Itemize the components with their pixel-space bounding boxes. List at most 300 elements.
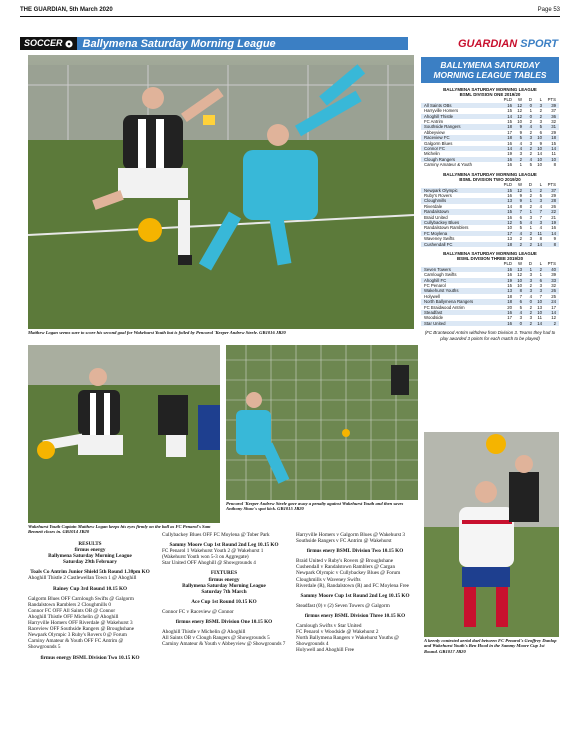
- table-cell: 18: [507, 293, 512, 299]
- league-table: [421, 87, 559, 168]
- table-cell: 8: [553, 241, 556, 247]
- table-header-cell: PLD: [503, 97, 512, 103]
- team-name: Braid United: [424, 214, 448, 220]
- table-cell: 2: [539, 108, 542, 114]
- team-name: Woodside: [424, 315, 444, 321]
- table-cell: 7: [539, 214, 542, 220]
- team-name: Ahoghill FC: [424, 277, 447, 283]
- table-cell: 1: [529, 225, 532, 231]
- table-cell: 14: [507, 146, 512, 152]
- table-header-cell: D: [528, 182, 532, 188]
- table-body: [421, 103, 559, 168]
- table-cell: 4: [519, 140, 522, 146]
- table-cell: 3: [519, 315, 522, 321]
- table-cell: 39: [551, 102, 556, 108]
- table-cell: 15: [507, 209, 512, 215]
- table-cell: 16: [507, 266, 512, 272]
- league-table: [421, 172, 559, 247]
- section-heading: Sammy Moore Cup 1st Round 2nd Leg 10.15 KO: [300, 592, 410, 599]
- table-cell: 1: [529, 266, 532, 272]
- fixture-line: Holywell and Ahoghill Free: [296, 647, 355, 654]
- table-cell: 18: [551, 135, 556, 141]
- fixture-line: Riverdale (R), Randalstown (R) and FC Moylena Free: [296, 582, 409, 589]
- caption-photo-1: Matthew Logan seems sure to score his second goal for Wakehurst Youth but is foiled by Pencarol 'Keeper Andrew Steele. GB1016 JB20: [28, 330, 286, 335]
- table-cell: 4: [529, 219, 532, 225]
- fixture-line: Carnlough Swifts v Star United: [296, 623, 362, 630]
- table-cell: 1: [529, 198, 532, 204]
- section-heading: Toals Co Antrim Junior Shield 5th Round 1.30pm KO: [30, 569, 150, 576]
- table-cell: 16: [507, 140, 512, 146]
- table-cell: 14: [551, 230, 556, 236]
- table-cell: 10: [507, 225, 512, 231]
- table-cell: 2: [539, 113, 542, 119]
- table-cell: 14: [537, 151, 542, 157]
- table-cell: 3: [529, 288, 532, 294]
- football-icon: [65, 40, 73, 48]
- table-cell: 3: [539, 198, 542, 204]
- table-header-cell: D: [528, 97, 532, 103]
- section-heading: Ballymena Saturday Morning League: [182, 582, 266, 589]
- fixture-line: Newpark Olympic v Cullybackey Blues @ Forum: [296, 570, 401, 577]
- table-cell: 9: [519, 192, 522, 198]
- table-cell: 2: [529, 119, 532, 125]
- league-table-title: BSML DIVISION TWO 2019/20: [459, 176, 521, 182]
- fixture-line: Star United OFF Ahoghill @ Showgrounds 4: [162, 560, 256, 567]
- table-cell: 16: [507, 192, 512, 198]
- table-cell: 15: [507, 187, 512, 193]
- table-cell: 4: [539, 203, 542, 209]
- table-cell: 4: [519, 310, 522, 316]
- table-cell: 5: [539, 192, 542, 198]
- table-cell: 4: [529, 156, 532, 162]
- section-heading: firmus enery BSML Division Three 10.15 KO: [304, 612, 406, 619]
- table-cell: 14: [537, 320, 542, 326]
- fixture-line: Ahoghill Thistle v Michelin @ Ahoghill: [162, 629, 246, 636]
- table-cell: 2: [529, 203, 532, 209]
- league-table-title: BSML DIVISION ONE 2019/20: [459, 92, 521, 98]
- table-row: [421, 242, 559, 247]
- table-header-cell: PLD: [503, 261, 512, 267]
- table-cell: 6: [519, 214, 522, 220]
- section-banner: [20, 37, 408, 50]
- team-name: Riverdale: [424, 203, 443, 209]
- table-cell: 4: [529, 124, 532, 130]
- team-name: Carniny Amateur & Youth: [424, 162, 473, 168]
- table-cell: 20: [507, 304, 512, 310]
- table-cell: 7: [539, 209, 542, 215]
- fixture-line: Newpark Olympic 3 Ruby's Rovers 0 @ Forum: [28, 632, 127, 639]
- table-cell: 12: [517, 108, 522, 114]
- table-cell: 4: [519, 146, 522, 152]
- table-cell: 29: [551, 129, 556, 135]
- table-cell: 15: [507, 283, 512, 288]
- fixtures-continued-column: [296, 532, 414, 730]
- fixture-line: Carniny Amateur & Youth OFF FC Antrim @ Showgrounds 5: [28, 638, 124, 651]
- table-cell: 21: [551, 214, 556, 220]
- league-table: [421, 251, 559, 326]
- table-cell: 14: [507, 113, 512, 119]
- team-name: North Ballymena Rangers: [424, 299, 474, 305]
- table-cell: 7: [519, 209, 522, 215]
- table-cell: 2: [529, 146, 532, 152]
- photo-penalty-save: [226, 345, 418, 500]
- table-cell: 5: [519, 225, 522, 231]
- table-cell: 14: [551, 310, 556, 316]
- table-cell: 32: [551, 283, 556, 288]
- table-cell: 17: [507, 129, 512, 135]
- table-cell: 4: [529, 293, 532, 299]
- team-name: Connor FC: [424, 146, 446, 152]
- caption-photo-3: Pencarol 'Keeper Andrew Steele gave away a penalty against Wakehurst Youth and then saves Anthony Shaw's spot kick. GB1015 JB20: [226, 501, 404, 512]
- table-cell: 0: [529, 102, 532, 108]
- fixture-line: Cullybackey Blues OFF FC Moylena @ Tober Park: [162, 532, 270, 538]
- tables-heading: BALLYMENA SATURDAY MORNING LEAGUE TABLES: [421, 57, 559, 83]
- team-name: Wakehurst Youths: [424, 288, 459, 294]
- section-heading: Ace Cup 1st Round 10.15 KO: [191, 598, 257, 605]
- table-cell: 5: [519, 304, 522, 310]
- team-name: Star United: [424, 320, 446, 326]
- fixture-line: Cushendall v Randalstown Ramblers @ Cargan: [296, 564, 396, 571]
- team-name: Seven Towers: [424, 266, 451, 272]
- table-cell: 17: [507, 230, 512, 236]
- table-cell: 4: [519, 230, 522, 236]
- section-heading: firmus enery BSML Division One 10.15 KO: [175, 619, 273, 626]
- table-cell: 3: [529, 135, 532, 141]
- table-cell: 1: [529, 209, 532, 215]
- team-name: Abbeyview: [424, 129, 445, 135]
- table-cell: 3: [539, 283, 542, 288]
- league-table-title: BALLYMENA SATURDAY MORNING LEAGUE: [443, 87, 537, 92]
- table-header-cell: PTS: [547, 97, 556, 103]
- fixture-line: Steadfast (0) v (2) Seven Towers @ Galgorm: [296, 602, 390, 609]
- team-name: Clough Rangers: [424, 156, 456, 162]
- table-cell: 12: [507, 219, 512, 225]
- photo-goalkeeper-save: [28, 55, 414, 329]
- table-cell: 10: [517, 283, 522, 288]
- table-cell: 13: [517, 266, 522, 272]
- section-heading: Sammy Moore Cup 1st Round 2nd Leg 10.15 KO: [169, 542, 279, 549]
- table-cell: 14: [537, 241, 542, 247]
- photo-wakehurst-captain: [28, 345, 220, 523]
- table-cell: 10: [537, 146, 542, 152]
- table-cell: 16: [507, 156, 512, 162]
- team-name: Holywell: [424, 293, 440, 299]
- league-table-title: BALLYMENA SATURDAY MORNING LEAGUE: [443, 250, 537, 256]
- team-name: FC Braidwood Antrim: [424, 304, 465, 310]
- table-header-cell: D: [528, 261, 532, 267]
- table-cell: 19: [507, 277, 512, 283]
- team-name: Raceview FC: [424, 135, 450, 141]
- table-cell: 39: [551, 272, 556, 278]
- table-cell: 17: [551, 304, 556, 310]
- fixture-line: Randalstown Ramblers 2 Cloughmills 0: [28, 601, 111, 608]
- brand-sport: SPORT: [520, 38, 558, 50]
- page-header: [20, 5, 560, 15]
- table-cell: 31: [551, 124, 556, 130]
- table-cell: 18: [507, 135, 512, 141]
- team-name: FC Moylena: [424, 230, 448, 236]
- table-cell: 9: [519, 124, 522, 130]
- table-header-cell: L: [539, 97, 542, 103]
- league-table-title: BSML DIVISION THREE 2019/20: [456, 256, 524, 262]
- page-number: Page 53: [537, 7, 560, 13]
- table-cell: 16: [507, 320, 512, 326]
- table-cell: 15: [507, 119, 512, 125]
- table-cell: 24: [551, 299, 556, 305]
- header-rule: [20, 16, 560, 17]
- table-cell: 37: [551, 108, 556, 114]
- table-cell: 3: [539, 119, 542, 125]
- table-cell: 14: [551, 146, 556, 152]
- section-heading: Saturday 7th March: [201, 588, 247, 595]
- table-cell: 2: [529, 283, 532, 288]
- team-name: Waveney Swifts: [424, 236, 455, 242]
- table-cell: 2: [519, 156, 522, 162]
- table-cell: 2: [529, 192, 532, 198]
- table-cell: 40: [551, 266, 556, 272]
- table-cell: 10: [537, 135, 542, 141]
- section-heading: firmus energy: [74, 547, 106, 554]
- table-cell: 18: [507, 124, 512, 130]
- soccer-tag: [20, 37, 77, 50]
- table-cell: 9: [553, 236, 556, 242]
- team-name: Michelin: [424, 151, 440, 157]
- table-cell: 11: [551, 151, 556, 157]
- tables-note: (FC Brantwood Antrim withdrew from Division 3. Teams they had to play awarded 3 points for each match to be played): [424, 330, 556, 341]
- table-cell: 1: [529, 108, 532, 114]
- team-name: Galgorm Blues: [424, 140, 453, 146]
- soccer-label: SOCCER: [24, 38, 63, 48]
- table-cell: 2: [529, 320, 532, 326]
- table-cell: 6: [539, 129, 542, 135]
- table-cell: 37: [551, 187, 556, 193]
- table-cell: 17: [507, 315, 512, 321]
- table-cell: 36: [551, 113, 556, 119]
- table-cell: 12: [517, 187, 522, 193]
- fixture-line: Raceview OFF Southside Rangers @ Broughshane: [28, 626, 135, 633]
- table-cell: 3: [529, 236, 532, 242]
- table-cell: 5: [519, 219, 522, 225]
- paper-date: THE GUARDIAN, 5th March 2020: [20, 7, 113, 13]
- table-cell: 3: [539, 219, 542, 225]
- fixture-line: Ahoghill Thistle OFF Michelin @ Ahoghill: [28, 613, 119, 620]
- table-cell: 2: [529, 129, 532, 135]
- table-cell: 3: [529, 315, 532, 321]
- table-cell: 10: [517, 277, 522, 283]
- table-cell: 6: [519, 299, 522, 305]
- team-name: Southside Rangers: [424, 124, 461, 130]
- banner-title: Ballymena Saturday Morning League: [82, 37, 276, 50]
- fixture-line: (Wakehurst Youth won 5-3 on Aggregate): [162, 554, 249, 561]
- table-cell: 10: [537, 310, 542, 316]
- fixture-line: FC Penarol v Woodside @ Wakehurst 2: [296, 629, 379, 636]
- table-cell: 32: [551, 119, 556, 125]
- league-table-title: BALLYMENA SATURDAY MORNING LEAGUE: [443, 171, 537, 177]
- fixture-line: North Ballymena Rangers v Wakehurst Youths @ Showgrounds 4: [296, 635, 399, 648]
- table-cell: 16: [507, 102, 512, 108]
- fixture-line: Harryville Homers v Galgorm Blues @ Wakehurst 3: [296, 532, 405, 538]
- table-cell: 1: [539, 272, 542, 278]
- table-cell: 0: [519, 320, 522, 326]
- brand-guardian: GUARDIAN: [457, 38, 518, 50]
- table-cell: 29: [551, 192, 556, 198]
- table-header-cell: PTS: [547, 261, 556, 267]
- section-heading: Rainey Cup 3rd Round 10.15 KO: [52, 585, 128, 592]
- fixture-line: Galgorm Blues OFF Carnlough Swifts @ Galgorm: [28, 595, 134, 602]
- table-cell: 2: [529, 151, 532, 157]
- team-name: Randalstown: [424, 209, 449, 215]
- table-header-cell: W: [517, 182, 522, 188]
- table-cell: 13: [507, 288, 512, 294]
- team-name: Steadfast: [424, 310, 443, 316]
- table-cell: 3: [539, 102, 542, 108]
- table-cell: 10: [537, 299, 542, 305]
- team-name: Cullybackey Blues: [424, 219, 460, 225]
- table-cell: 2: [519, 241, 522, 247]
- fixture-line: Braid United v Ruby's Rovers @ Broughshane: [296, 558, 394, 565]
- fixture-line: Southside Rangers v FC Antrim @ Wakehurst: [296, 538, 392, 545]
- fixtures-column: [162, 532, 286, 730]
- table-cell: 9: [519, 198, 522, 204]
- results-column: [28, 541, 152, 731]
- fixture-line: Cloughmills v Waveney Swifts: [296, 576, 361, 583]
- table-cell: 19: [507, 151, 512, 157]
- section-heading: RESULTS: [78, 541, 102, 547]
- table-row: [421, 162, 559, 167]
- table-cell: 12: [551, 315, 556, 321]
- table-header-cell: PTS: [547, 182, 556, 188]
- caption-photo-2: Wakehurst Youth Captain Matthew Logan keeps his eyes firmly on the ball as FC Penarol's Sam Bennett closes in. GB1014 JB20: [28, 524, 211, 535]
- table-cell: 2: [529, 230, 532, 236]
- table-cell: 9: [539, 140, 542, 146]
- team-name: FC Penarol: [424, 283, 446, 288]
- team-name: FC Antrim: [424, 119, 444, 125]
- league-tables-panel: [421, 57, 559, 489]
- table-cell: 4: [539, 225, 542, 231]
- table-cell: 26: [551, 203, 556, 209]
- table-cell: 16: [551, 225, 556, 231]
- fixture-line: Carniny Amateur & Youth v Abbeyview @ Showgrounds 7: [162, 641, 286, 648]
- table-cell: 16: [507, 272, 512, 278]
- fixture-line: Harryville Homers OFF Riverdale @ Wakehurst 3: [28, 620, 133, 627]
- table-cell: 5: [539, 124, 542, 130]
- table-cell: 26: [551, 288, 556, 294]
- table-header-cell: L: [539, 182, 542, 188]
- team-name: Newpark Olympic: [424, 187, 458, 193]
- table-cell: 0: [529, 113, 532, 119]
- table-cell: 11: [537, 230, 542, 236]
- table-cell: 8: [553, 162, 556, 168]
- table-cell: 10: [537, 156, 542, 162]
- team-name: Carnlough Swifts: [424, 272, 457, 278]
- table-cell: 2: [529, 310, 532, 316]
- table-cell: 2: [539, 187, 542, 193]
- team-name: Randalstown Ramblers: [424, 225, 469, 231]
- table-cell: 11: [537, 315, 542, 321]
- team-name: Cushendall FC: [424, 241, 453, 247]
- table-cell: 2: [553, 320, 556, 326]
- table-cell: 9: [519, 129, 522, 135]
- table-cell: 3: [539, 288, 542, 294]
- team-name: Ahoghill Thistle: [424, 113, 454, 119]
- table-header-cell: L: [539, 261, 542, 267]
- table-cell: 10: [517, 119, 522, 125]
- table-cell: 28: [551, 198, 556, 204]
- team-name: Cloughmills: [424, 198, 447, 204]
- table-cell: 1: [529, 187, 532, 193]
- table-cell: 7: [539, 293, 542, 299]
- table-cell: 3: [529, 140, 532, 146]
- table-cell: 16: [507, 214, 512, 220]
- table-cell: 25: [551, 293, 556, 299]
- table-cell: 18: [507, 299, 512, 305]
- table-cell: 7: [519, 293, 522, 299]
- fixture-line: FC Penarol 1 Wakehurst Youth 2 @ Wakehurst 1: [162, 548, 264, 555]
- table-cell: 8: [539, 236, 542, 242]
- table-row: [421, 321, 559, 326]
- table-cell: 22: [551, 209, 556, 215]
- table-cell: 13: [507, 198, 512, 204]
- table-cell: 14: [507, 203, 512, 209]
- fixture-line: All Saints OB v Clough Rangers @ Showgrounds 5: [162, 635, 270, 642]
- table-cell: 5: [519, 135, 522, 141]
- table-cell: 33: [551, 277, 556, 283]
- table-cell: 3: [529, 272, 532, 278]
- team-name: Ruby's Rovers: [424, 192, 452, 198]
- table-cell: 12: [517, 272, 522, 278]
- table-body: [421, 267, 559, 326]
- table-cell: 2: [519, 236, 522, 242]
- table-header-cell: W: [517, 261, 522, 267]
- table-cell: 12: [517, 113, 522, 119]
- fixture-line: Ahoghill Thistle 2 Castlewellan Town 1 @ Ahoghill: [28, 575, 137, 582]
- table-cell: 2: [529, 241, 532, 247]
- table-cell: 13: [537, 304, 542, 310]
- section-heading: firmus energy BSML Division Two 10.15 KO: [40, 654, 140, 661]
- table-cell: 5: [529, 162, 532, 168]
- section-heading: FIXTURES: [210, 570, 238, 577]
- fixture-line: Connor FC v Raceview @ Connor: [162, 608, 234, 615]
- table-header-cell: PLD: [503, 182, 512, 188]
- table-cell: 10: [551, 156, 556, 162]
- table-cell: 2: [539, 266, 542, 272]
- table-cell: 16: [507, 162, 512, 168]
- table-cell: 1: [519, 162, 522, 168]
- table-cell: 18: [507, 241, 512, 247]
- section-heading: Saturday 29th February: [63, 559, 117, 566]
- guardian-sport-logo: [458, 38, 558, 50]
- table-cell: 19: [551, 219, 556, 225]
- table-cell: 15: [507, 108, 512, 114]
- table-cell: 6: [539, 277, 542, 283]
- section-heading: firmus energy: [208, 576, 240, 583]
- table-cell: 16: [507, 310, 512, 316]
- table-cell: 10: [537, 162, 542, 168]
- table-cell: 3: [529, 214, 532, 220]
- table-header-cell: W: [517, 97, 522, 103]
- table-cell: 12: [517, 102, 522, 108]
- table-cell: 0: [529, 299, 532, 305]
- table-cell: 3: [519, 151, 522, 157]
- table-cell: 8: [519, 203, 522, 209]
- team-name: Harryville Homers: [424, 108, 459, 114]
- table-cell: 3: [529, 277, 532, 283]
- table-cell: 15: [551, 140, 556, 146]
- section-heading: firmus enery BSML Division Two 10.15 KO: [306, 548, 404, 555]
- caption-photo-4: A keenly contested aerial duel between FC Penarol's Geoffrey Dunlop and Wakehurst Youth's Ben Hood in the Sammy Moore Cup 1st Round. GB1017 JB20: [424, 638, 557, 654]
- table-cell: 13: [507, 236, 512, 242]
- team-name: All Saints OBs: [424, 102, 452, 108]
